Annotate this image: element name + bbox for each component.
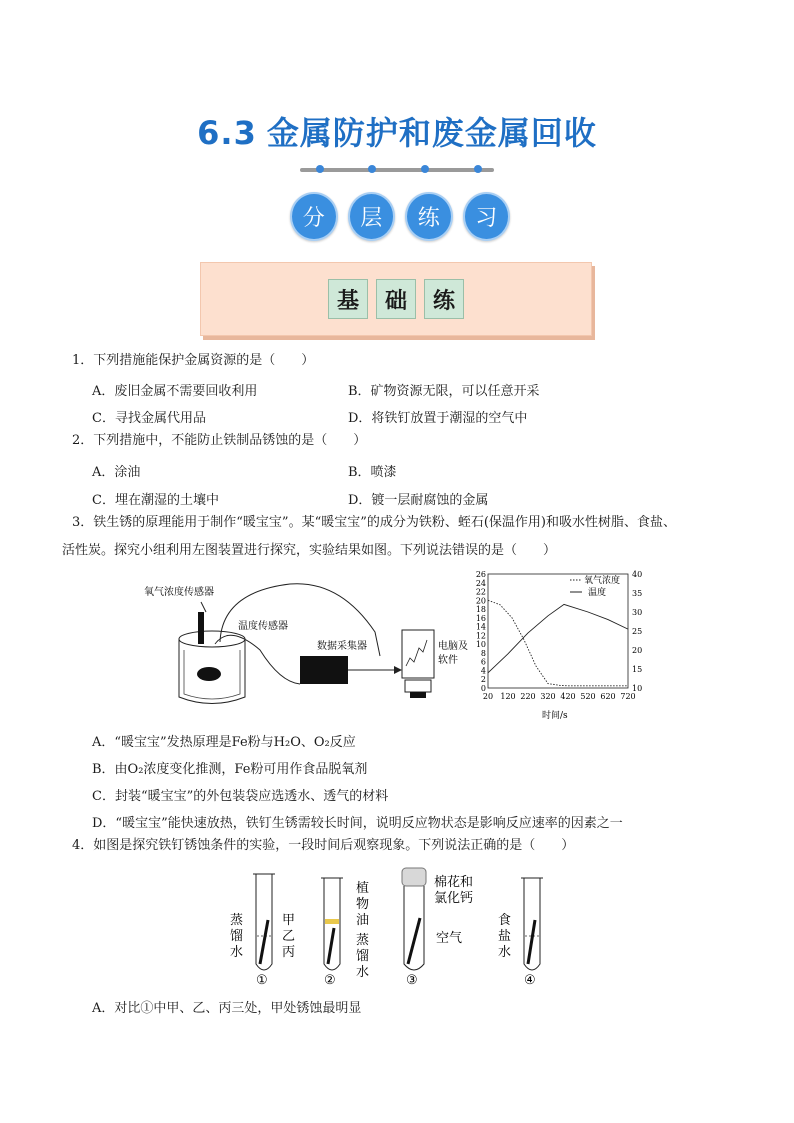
tube-1-number: ① <box>256 973 268 988</box>
computer-base-icon <box>405 680 431 692</box>
oxygen-sensor-label: 氧气浓度传感器 <box>144 587 214 598</box>
computer-stand-icon <box>410 692 426 698</box>
right-tick-label: 10 <box>632 684 643 693</box>
question-4-stem: 4．如图是探究铁钉锈蚀条件的实验，一段时间后观察现象。下列说法正确的是（ ） <box>72 838 575 853</box>
q4-option-a[interactable]: A．对比①中甲、乙、丙三处，甲处锈蚀最明显 <box>92 1001 362 1016</box>
tube-4-label: 食 <box>498 913 512 928</box>
left-tick-label: 10 <box>476 640 486 650</box>
right-tick-label: 30 <box>632 608 643 617</box>
tube-2-water-label: 蒸 <box>356 933 370 948</box>
iron-nail-3-icon <box>408 918 420 964</box>
left-tick-label: 8 <box>480 648 486 658</box>
right-tick-label: 35 <box>632 589 643 598</box>
mark-jia: 甲 <box>282 913 296 928</box>
left-tick-label: 22 <box>476 587 486 597</box>
tube-4-label: 盐 <box>498 929 512 944</box>
question-2-stem: 2．下列措施中，不能防止铁制品锈蚀的是（ ） <box>72 433 367 448</box>
computer-label-2: 软件 <box>438 655 458 666</box>
series-layer <box>488 600 628 686</box>
iron-nail-1-icon <box>260 920 268 964</box>
test-tube-4 <box>524 878 540 970</box>
question-3-stem-line1: 3．铁生锈的原理能用于制作“暖宝宝”。某“暖宝宝”的成分为铁粉、蛭石(保温作用)和吸水性树脂、食盐、 <box>72 515 676 530</box>
level-banner <box>200 262 592 336</box>
left-axis-ticks <box>476 570 486 693</box>
banner-char: 练 <box>424 279 464 319</box>
layer-char: 练 <box>405 192 453 241</box>
tube-1-label: 水 <box>230 945 244 960</box>
tube-2-oil-label: 物 <box>356 897 370 912</box>
x-axis-ticks <box>483 692 636 701</box>
beaker-top <box>179 631 245 647</box>
left-tick-label: 6 <box>480 657 486 667</box>
x-tick-label: 320 <box>540 692 556 701</box>
left-tick-label: 26 <box>476 570 486 579</box>
test-tube-3 <box>404 886 424 970</box>
legend-oxygen-label: 氧气浓度 <box>584 576 621 586</box>
q2-option-b[interactable]: B．喷漆 <box>348 465 397 480</box>
tube-3-number: ③ <box>406 973 418 988</box>
left-tick-label: 0 <box>480 684 486 693</box>
question-1-stem: 1．下列措施能保护金属资源的是（ ） <box>72 353 315 368</box>
iron-nail-2-icon <box>328 928 334 964</box>
banner-char: 基 <box>328 279 368 319</box>
left-tick-label: 16 <box>476 613 486 623</box>
question-3-stem-line2: 活性炭。探究小组利用左图装置进行探究，实验结果如图。下列说法错误的是（ ） <box>62 543 557 558</box>
apparatus-figure <box>140 572 470 712</box>
left-tick-label: 4 <box>480 666 486 676</box>
temp-sensor-label: 温度传感器 <box>238 621 288 632</box>
tube-1-label: 蒸 <box>230 913 244 928</box>
left-tick-label: 24 <box>476 578 486 588</box>
banner-char: 础 <box>376 279 416 319</box>
tube-2-water-label: 馏 <box>356 949 370 964</box>
tube-3-cap-label: 棉花和 <box>434 875 474 890</box>
tube-2-oil-label: 油 <box>356 913 370 928</box>
q3-option-a[interactable]: A．“暖宝宝”发热原理是Fe粉与H₂O、O₂反应 <box>92 735 356 750</box>
left-tick-label: 18 <box>476 605 486 615</box>
tube-4-label: 水 <box>498 945 512 960</box>
x-tick-label: 220 <box>520 692 536 701</box>
dot-icon <box>368 165 376 173</box>
q3-option-b[interactable]: B．由O₂浓度变化推测，Fe粉可用作食品脱氧剂 <box>92 762 368 777</box>
decorative-bar <box>300 168 494 172</box>
tube-3-air-label: 空气 <box>436 931 463 946</box>
tube-2-water-label: 水 <box>356 965 370 980</box>
oxygen-probe-icon <box>198 612 204 644</box>
left-tick-label: 2 <box>480 675 486 685</box>
right-tick-label: 15 <box>632 665 643 674</box>
data-collector-icon <box>300 656 348 684</box>
left-tick-label: 12 <box>476 631 486 641</box>
q2-option-d[interactable]: D．镀一层耐腐蚀的金属 <box>348 493 489 508</box>
heat-pack-icon <box>197 667 221 681</box>
tube-2-number: ② <box>324 973 336 988</box>
q1-option-c[interactable]: C．寻找金属代用品 <box>92 411 206 426</box>
right-axis-ticks <box>632 570 642 693</box>
dot-icon <box>421 165 429 173</box>
layer-char: 习 <box>463 192 511 241</box>
layer-char: 层 <box>348 192 396 241</box>
tube-3-cap-label: 氯化钙 <box>434 891 474 906</box>
test-tube-1 <box>256 874 272 970</box>
q1-option-d[interactable]: D．将铁钉放置于潮湿的空气中 <box>348 411 528 426</box>
x-tick-label: 520 <box>580 692 596 701</box>
oxygen-temperature-chart <box>476 568 662 724</box>
section-title: 金属防护和废金属回收 <box>266 114 597 152</box>
cotton-cap-icon <box>402 868 426 886</box>
q2-option-c[interactable]: C．埋在潮湿的土壤中 <box>92 493 219 508</box>
tube-4-number: ④ <box>524 973 536 988</box>
x-axis-label: 时间/s <box>542 711 568 721</box>
plot-frame <box>488 574 628 688</box>
q1-option-b[interactable]: B．矿物资源无限，可以任意开采 <box>348 384 540 399</box>
tube-1-label: 馏 <box>230 929 244 944</box>
layer-practice-badges <box>290 192 510 241</box>
left-tick-label: 20 <box>476 596 486 606</box>
q1-option-a[interactable]: A．废旧金属不需要回收利用 <box>92 384 258 399</box>
layer-char: 分 <box>290 192 338 241</box>
right-tick-label: 40 <box>632 570 643 579</box>
x-tick-label: 120 <box>500 692 516 701</box>
test-tubes-figure <box>222 864 562 990</box>
collector-label: 数据采集器 <box>317 641 367 652</box>
temp-cable <box>215 635 300 684</box>
iron-nail-4-icon <box>528 920 535 964</box>
oil-layer <box>325 919 339 924</box>
temperature-series-line <box>488 604 628 672</box>
dot-icon <box>474 165 482 173</box>
dot-icon <box>316 165 324 173</box>
left-tick-label: 14 <box>476 622 486 632</box>
q3-option-c[interactable]: C．封装“暖宝宝”的外包装袋应选透水、透气的材料 <box>92 789 389 804</box>
q2-option-a[interactable]: A．涂油 <box>92 465 141 480</box>
computer-monitor-icon <box>402 630 434 678</box>
x-tick-label: 20 <box>482 692 494 701</box>
arrow-head-icon <box>394 666 402 674</box>
legend-temp-label: 温度 <box>588 588 607 598</box>
section-number: 6.3 <box>197 114 257 152</box>
q3-option-d[interactable]: D．“暖宝宝”能快速放热，铁钉生锈需较长时间，说明反应物状态是影响反应速率的因素之一 <box>92 816 623 831</box>
oxygen-series-line <box>488 600 628 686</box>
mark-bing: 丙 <box>282 945 296 960</box>
page-title <box>0 108 794 154</box>
mark-yi: 乙 <box>282 929 296 944</box>
right-tick-label: 20 <box>632 646 643 655</box>
computer-label-1: 电脑及 <box>438 641 468 652</box>
right-tick-label: 25 <box>632 627 643 636</box>
x-tick-label: 720 <box>620 692 636 701</box>
x-tick-label: 620 <box>600 692 616 701</box>
x-tick-label: 420 <box>560 692 576 701</box>
leader-line <box>201 602 206 612</box>
monitor-graph-icon <box>406 640 427 666</box>
tube-2-oil-label: 植 <box>356 881 370 896</box>
